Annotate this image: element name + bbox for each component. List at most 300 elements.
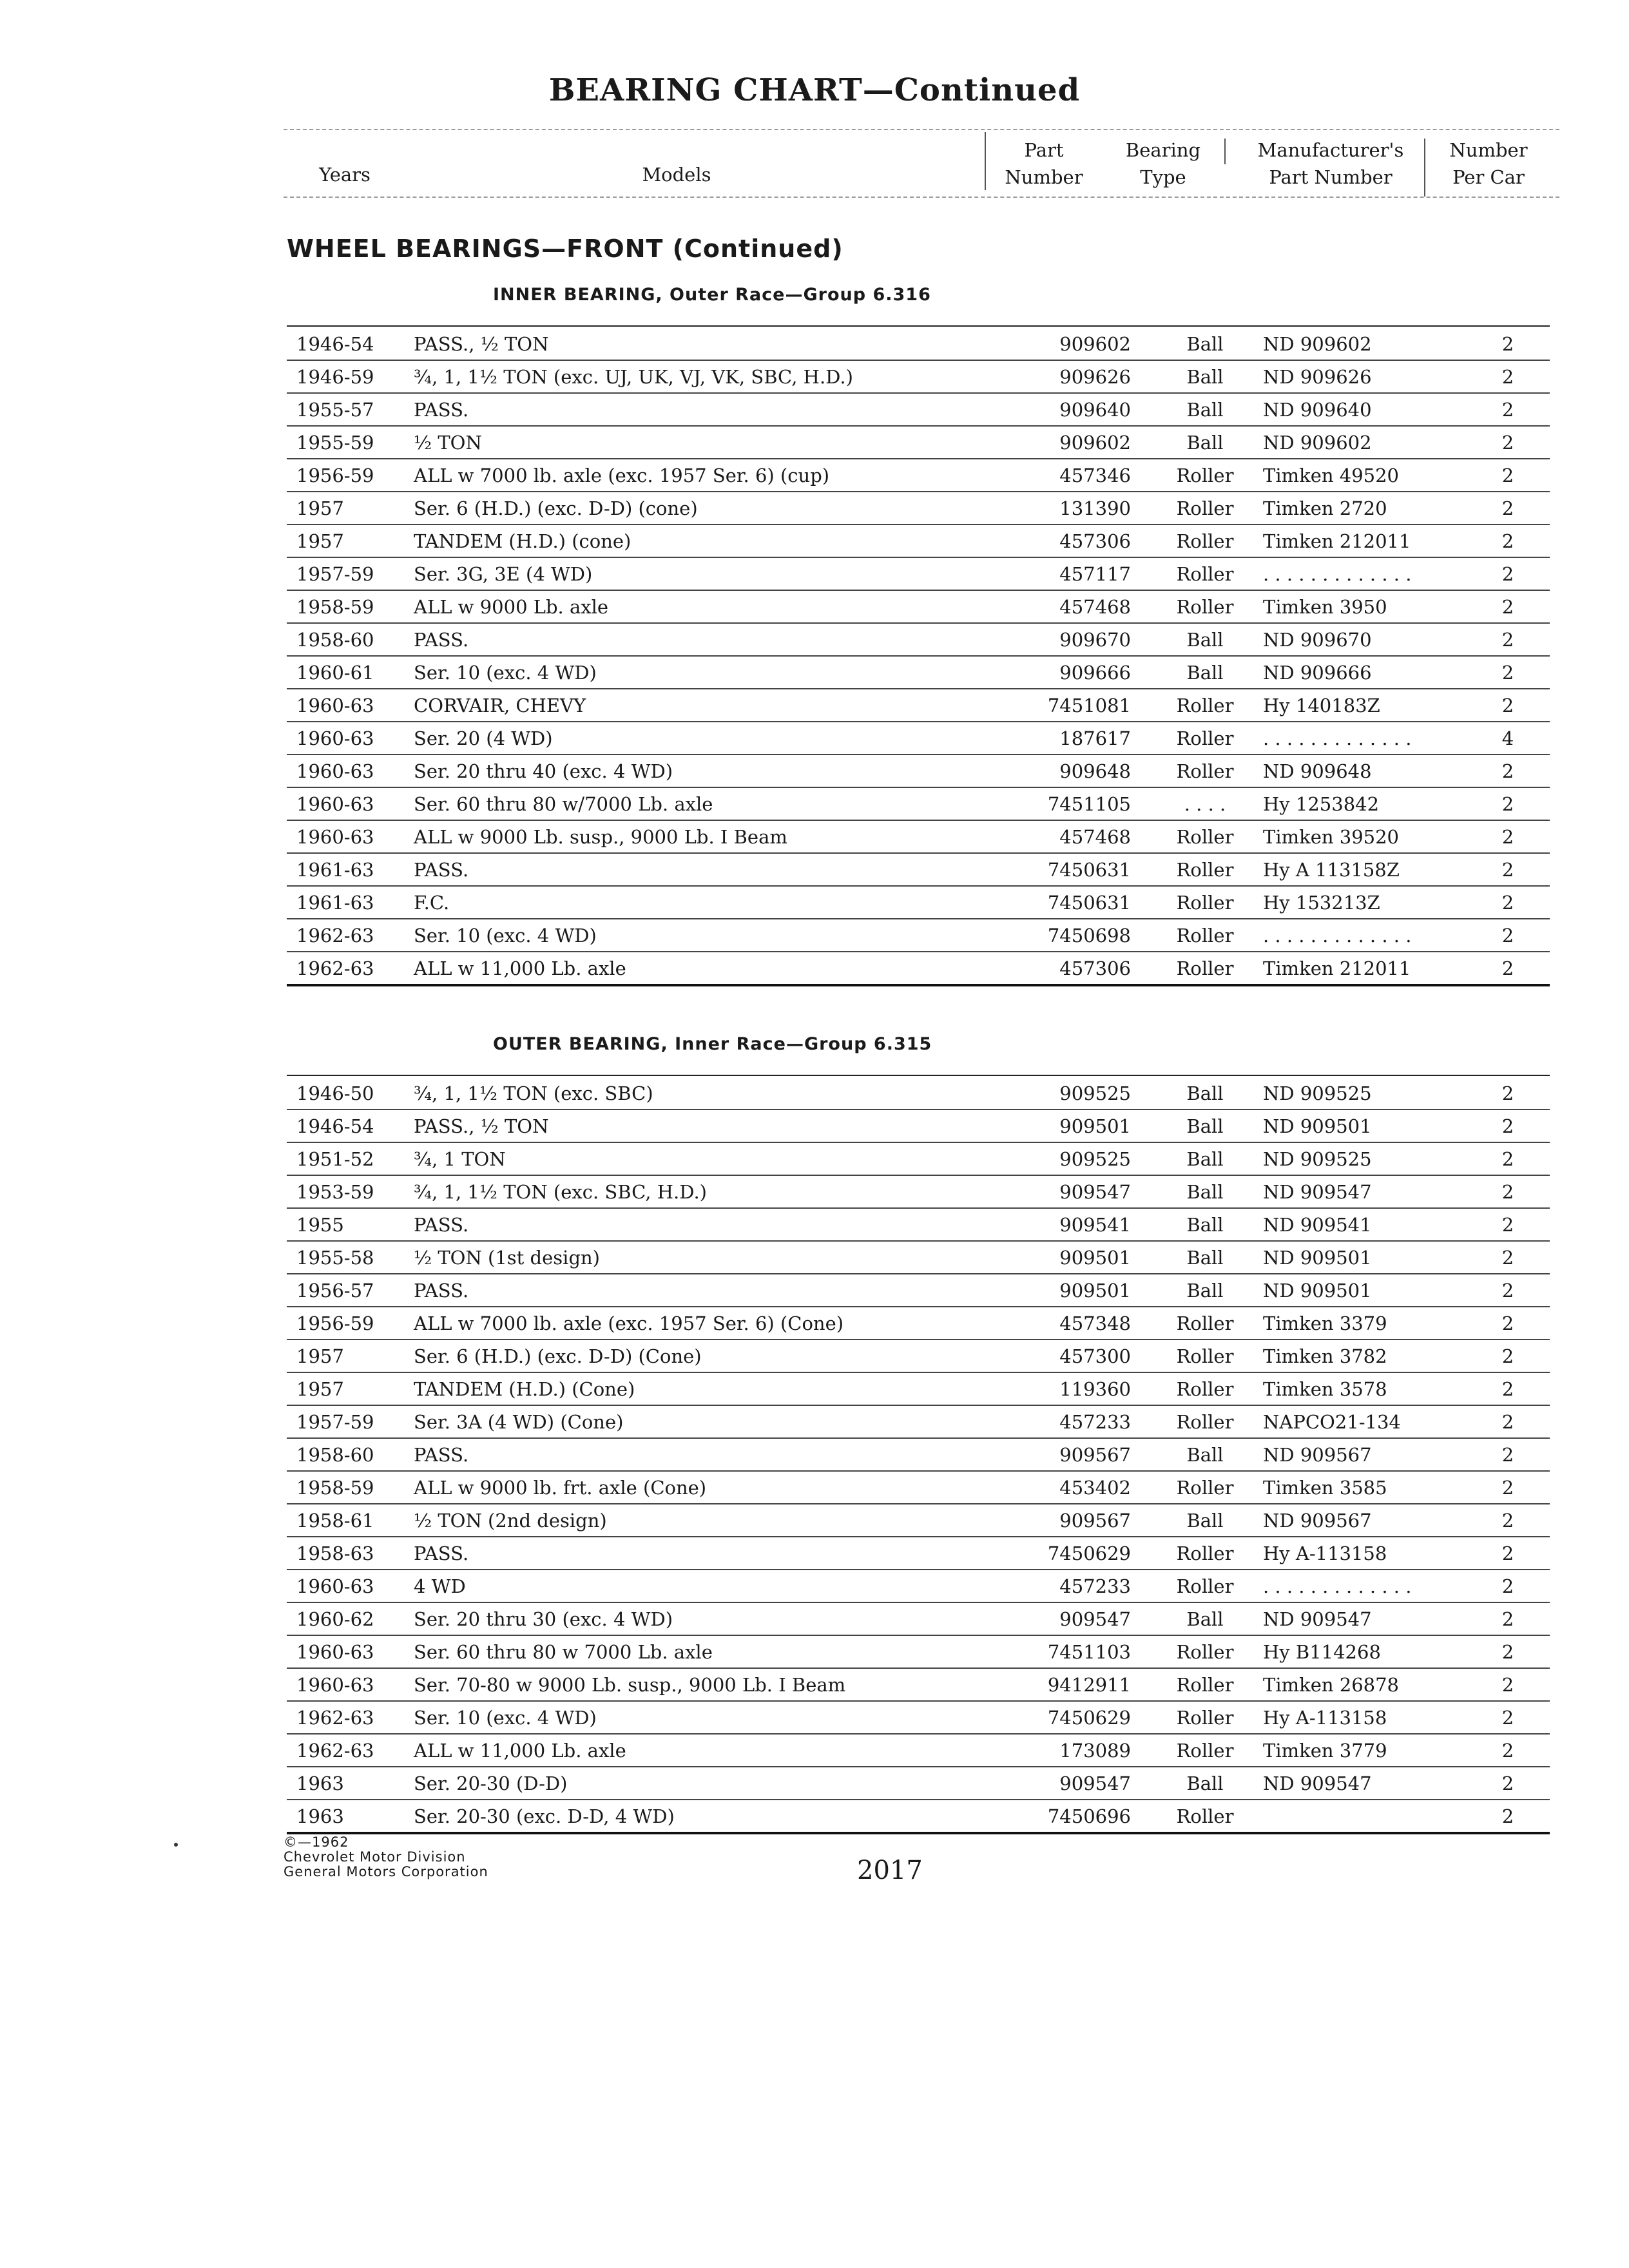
outer-bearing-table bbox=[287, 1075, 1550, 1835]
cell-number-per-car: 2 bbox=[1501, 1247, 1514, 1269]
cell-number-per-car: 2 bbox=[1501, 1148, 1514, 1170]
cell-bearing-type: Roller bbox=[1176, 1707, 1234, 1729]
cell-models: Ser. 20 (4 WD) bbox=[414, 727, 553, 749]
cell-mfr-part-number: Timken 2720 bbox=[1263, 497, 1387, 519]
page-number: 2017 bbox=[857, 1856, 923, 1885]
cell-models: Ser. 10 (exc. 4 WD) bbox=[414, 1707, 597, 1729]
cell-number-per-car: 4 bbox=[1501, 727, 1514, 749]
cell-number-per-car: 2 bbox=[1501, 1542, 1514, 1564]
header-mfr-part-number-line2: Part Number bbox=[1269, 166, 1393, 188]
cell-years: 1963 bbox=[296, 1773, 344, 1794]
cell-bearing-type: Roller bbox=[1176, 596, 1234, 618]
cell-mfr-part-number: Timken 26878 bbox=[1263, 1674, 1400, 1696]
table-row bbox=[287, 951, 1550, 986]
cell-years: 1958-63 bbox=[296, 1542, 374, 1564]
cell-bearing-type: Roller bbox=[1176, 760, 1234, 782]
cell-years: 1961-63 bbox=[296, 892, 374, 914]
table-row bbox=[287, 1109, 1550, 1143]
cell-mfr-part-number: . . . . . . . . . . . . . bbox=[1263, 563, 1412, 585]
cell-part-number: 909547 bbox=[1059, 1181, 1131, 1203]
cell-number-per-car: 2 bbox=[1501, 760, 1514, 782]
cell-part-number: 909670 bbox=[1059, 629, 1131, 651]
cell-number-per-car: 2 bbox=[1501, 1674, 1514, 1696]
header-models: Models bbox=[642, 164, 711, 186]
table-row bbox=[287, 1799, 1550, 1834]
cell-models: PASS. bbox=[414, 399, 469, 421]
table-row bbox=[287, 622, 1550, 657]
cell-part-number: 457233 bbox=[1059, 1411, 1131, 1433]
cell-number-per-car: 2 bbox=[1501, 793, 1514, 815]
footer-division: Chevrolet Motor Division bbox=[284, 1849, 466, 1865]
cell-bearing-type: Roller bbox=[1176, 892, 1234, 914]
cell-models: Ser. 10 (exc. 4 WD) bbox=[414, 662, 597, 684]
cell-models: ALL w 9000 Lb. susp., 9000 Lb. I Beam bbox=[414, 826, 787, 848]
cell-number-per-car: 2 bbox=[1501, 1411, 1514, 1433]
cell-mfr-part-number: Hy A 113158Z bbox=[1263, 859, 1400, 881]
cell-bearing-type: Roller bbox=[1176, 1740, 1234, 1762]
cell-mfr-part-number: ND 909547 bbox=[1263, 1773, 1372, 1794]
cell-number-per-car: 2 bbox=[1501, 1115, 1514, 1137]
table-row bbox=[287, 1142, 1550, 1176]
cell-models: ¾, 1, 1½ TON (exc. SBC, H.D.) bbox=[414, 1181, 707, 1203]
cell-part-number: 909525 bbox=[1059, 1148, 1131, 1170]
cell-models: PASS., ½ TON bbox=[414, 333, 549, 355]
cell-number-per-car: 2 bbox=[1501, 1280, 1514, 1302]
cell-years: 1960-63 bbox=[296, 727, 374, 749]
table-row bbox=[287, 1076, 1550, 1110]
table-row bbox=[287, 721, 1550, 755]
table-row bbox=[287, 524, 1550, 558]
cell-part-number: 909541 bbox=[1059, 1214, 1131, 1236]
cell-number-per-car: 2 bbox=[1501, 1575, 1514, 1597]
section-title: WHEEL BEARINGS—FRONT (Continued) bbox=[287, 235, 843, 263]
cell-part-number: 909547 bbox=[1059, 1773, 1131, 1794]
cell-part-number: 7450698 bbox=[1047, 925, 1131, 947]
cell-bearing-type: Roller bbox=[1176, 727, 1234, 749]
cell-years: 1960-63 bbox=[296, 695, 374, 716]
cell-mfr-part-number: Hy 1253842 bbox=[1263, 793, 1380, 815]
cell-years: 1960-63 bbox=[296, 826, 374, 848]
cell-bearing-type: Roller bbox=[1176, 925, 1234, 947]
cell-part-number: 457468 bbox=[1059, 826, 1131, 848]
header-mfr-part-number-line1: Manufacturer's bbox=[1257, 139, 1404, 161]
header-number-per-car-line2: Per Car bbox=[1452, 166, 1525, 188]
cell-bearing-type: Ball bbox=[1186, 1181, 1224, 1203]
cell-part-number: 7450631 bbox=[1047, 892, 1131, 914]
table-row bbox=[287, 1207, 1550, 1242]
cell-years: 1955-59 bbox=[296, 432, 374, 454]
cell-part-number: 9412911 bbox=[1047, 1674, 1131, 1696]
header-bottom-rule bbox=[284, 197, 1559, 198]
cell-years: 1946-50 bbox=[296, 1082, 374, 1104]
cell-mfr-part-number: Timken 3379 bbox=[1263, 1312, 1387, 1334]
cell-bearing-type: Roller bbox=[1176, 563, 1234, 585]
cell-models: Ser. 20 thru 40 (exc. 4 WD) bbox=[414, 760, 673, 782]
cell-number-per-car: 2 bbox=[1501, 1181, 1514, 1203]
cell-mfr-part-number: ND 909602 bbox=[1263, 432, 1372, 454]
table-row bbox=[287, 392, 1550, 427]
cell-models: TANDEM (H.D.) (cone) bbox=[414, 530, 631, 552]
header-part-number-line1: Part bbox=[1024, 139, 1064, 161]
table-row bbox=[287, 655, 1550, 689]
cell-part-number: 909501 bbox=[1059, 1247, 1131, 1269]
cell-mfr-part-number: Timken 49520 bbox=[1263, 465, 1400, 486]
cell-models: TANDEM (H.D.) (Cone) bbox=[414, 1378, 635, 1400]
cell-years: 1946-54 bbox=[296, 333, 374, 355]
cell-part-number: 457346 bbox=[1059, 465, 1131, 486]
cell-number-per-car: 2 bbox=[1501, 1740, 1514, 1762]
cell-number-per-car: 2 bbox=[1501, 399, 1514, 421]
cell-mfr-part-number: Timken 3950 bbox=[1263, 596, 1387, 618]
cell-number-per-car: 2 bbox=[1501, 1477, 1514, 1499]
header-part-number-line2: Number bbox=[1005, 166, 1083, 188]
cell-part-number: 457468 bbox=[1059, 596, 1131, 618]
cell-years: 1958-60 bbox=[296, 629, 374, 651]
cell-mfr-part-number: ND 909525 bbox=[1263, 1148, 1372, 1170]
cell-bearing-type: Ball bbox=[1186, 432, 1224, 454]
cell-bearing-type: Ball bbox=[1186, 1773, 1224, 1794]
cell-models: PASS. bbox=[414, 1280, 469, 1302]
header-number-per-car-line1: Number bbox=[1449, 139, 1528, 161]
cell-mfr-part-number: Hy A-113158 bbox=[1263, 1707, 1387, 1729]
cell-mfr-part-number: Hy A-113158 bbox=[1263, 1542, 1387, 1564]
inner-bearing-table bbox=[287, 325, 1550, 989]
table-row bbox=[287, 1766, 1550, 1800]
table-row bbox=[287, 557, 1550, 591]
cell-models: ALL w 11,000 Lb. axle bbox=[414, 957, 626, 979]
cell-years: 1960-61 bbox=[296, 662, 374, 684]
cell-part-number: 7451105 bbox=[1047, 793, 1131, 815]
cell-number-per-car: 2 bbox=[1501, 366, 1514, 388]
table-row bbox=[287, 1470, 1550, 1504]
cell-number-per-car: 2 bbox=[1501, 1608, 1514, 1630]
cell-number-per-car: 2 bbox=[1501, 925, 1514, 947]
cell-number-per-car: 2 bbox=[1501, 826, 1514, 848]
print-speck bbox=[174, 1843, 178, 1847]
cell-years: 1955 bbox=[296, 1214, 344, 1236]
cell-mfr-part-number: ND 909670 bbox=[1263, 629, 1372, 651]
cell-number-per-car: 2 bbox=[1501, 892, 1514, 914]
cell-mfr-part-number: Hy B114268 bbox=[1263, 1641, 1381, 1663]
cell-models: PASS. bbox=[414, 859, 469, 881]
cell-mfr-part-number: ND 909602 bbox=[1263, 333, 1372, 355]
table-row bbox=[287, 1602, 1550, 1636]
footer bbox=[284, 1835, 488, 1879]
cell-part-number: 909547 bbox=[1059, 1608, 1131, 1630]
cell-mfr-part-number: Hy 140183Z bbox=[1263, 695, 1380, 716]
cell-mfr-part-number: ND 909567 bbox=[1263, 1444, 1372, 1466]
cell-mfr-part-number: . . . . . . . . . . . . . bbox=[1263, 925, 1412, 947]
cell-years: 1960-63 bbox=[296, 1674, 374, 1696]
cell-models: Ser. 6 (H.D.) (exc. D-D) (cone) bbox=[414, 497, 698, 519]
cell-years: 1957 bbox=[296, 530, 344, 552]
cell-part-number: 909525 bbox=[1059, 1082, 1131, 1104]
cell-bearing-type: Roller bbox=[1176, 1312, 1234, 1334]
cell-mfr-part-number: ND 909648 bbox=[1263, 760, 1372, 782]
cell-years: 1956-57 bbox=[296, 1280, 374, 1302]
cell-years: 1961-63 bbox=[296, 859, 374, 881]
cell-number-per-car: 2 bbox=[1501, 1805, 1514, 1827]
cell-mfr-part-number: ND 909567 bbox=[1263, 1510, 1372, 1532]
cell-bearing-type: Roller bbox=[1176, 957, 1234, 979]
cell-years: 1960-63 bbox=[296, 1575, 374, 1597]
cell-years: 1960-63 bbox=[296, 1641, 374, 1663]
cell-years: 1957 bbox=[296, 497, 344, 519]
cell-mfr-part-number: ND 909541 bbox=[1263, 1214, 1372, 1236]
cell-mfr-part-number: Timken 39520 bbox=[1263, 826, 1400, 848]
cell-mfr-part-number: ND 909501 bbox=[1263, 1115, 1372, 1137]
cell-models: Ser. 20-30 (exc. D-D, 4 WD) bbox=[414, 1805, 675, 1827]
table-row bbox=[287, 885, 1550, 919]
cell-number-per-car: 2 bbox=[1501, 695, 1514, 716]
cell-bearing-type: Ball bbox=[1186, 1510, 1224, 1532]
cell-part-number: 131390 bbox=[1059, 497, 1131, 519]
page-title: BEARING CHART—Continued bbox=[548, 72, 1081, 108]
cell-part-number: 173089 bbox=[1059, 1740, 1131, 1762]
cell-models: ½ TON bbox=[414, 432, 482, 454]
cell-years: 1962-63 bbox=[296, 925, 374, 947]
cell-years: 1958-61 bbox=[296, 1510, 374, 1532]
table-row bbox=[287, 1437, 1550, 1472]
cell-number-per-car: 2 bbox=[1501, 333, 1514, 355]
cell-years: 1953-59 bbox=[296, 1181, 374, 1203]
cell-number-per-car: 2 bbox=[1501, 530, 1514, 552]
cell-part-number: 7450629 bbox=[1047, 1542, 1131, 1564]
cell-bearing-type: Roller bbox=[1176, 1674, 1234, 1696]
cell-part-number: 119360 bbox=[1059, 1378, 1131, 1400]
header-separator bbox=[985, 132, 986, 190]
header-number-per-car bbox=[1431, 137, 1547, 191]
cell-part-number: 457306 bbox=[1059, 957, 1131, 979]
cell-models: Ser. 10 (exc. 4 WD) bbox=[414, 925, 597, 947]
cell-number-per-car: 2 bbox=[1501, 662, 1514, 684]
cell-bearing-type: Roller bbox=[1176, 1411, 1234, 1433]
cell-bearing-type: Ball bbox=[1186, 629, 1224, 651]
cell-mfr-part-number: Timken 3578 bbox=[1263, 1378, 1387, 1400]
header-bearing-type bbox=[1115, 137, 1211, 191]
cell-years: 1955-57 bbox=[296, 399, 374, 421]
cell-bearing-type: Ball bbox=[1186, 1115, 1224, 1137]
cell-years: 1957-59 bbox=[296, 1411, 374, 1433]
cell-number-per-car: 2 bbox=[1501, 563, 1514, 585]
cell-models: ALL w 7000 lb. axle (exc. 1957 Ser. 6) (Cone) bbox=[414, 1312, 844, 1334]
cell-years: 1951-52 bbox=[296, 1148, 374, 1170]
cell-models: PASS. bbox=[414, 629, 469, 651]
cell-mfr-part-number: Timken 3782 bbox=[1263, 1345, 1387, 1367]
table-row bbox=[287, 820, 1550, 854]
cell-bearing-type: Roller bbox=[1176, 1378, 1234, 1400]
cell-mfr-part-number: . . . . . . . . . . . . . bbox=[1263, 1575, 1412, 1597]
table-row bbox=[287, 491, 1550, 525]
cell-bearing-type: Roller bbox=[1176, 530, 1234, 552]
cell-part-number: 7450631 bbox=[1047, 859, 1131, 881]
cell-mfr-part-number: NAPCO21-134 bbox=[1263, 1411, 1401, 1433]
header-bearing-type-line1: Bearing bbox=[1125, 139, 1201, 161]
cell-part-number: 457233 bbox=[1059, 1575, 1131, 1597]
cell-part-number: 909626 bbox=[1059, 366, 1131, 388]
cell-years: 1957 bbox=[296, 1378, 344, 1400]
cell-number-per-car: 2 bbox=[1501, 432, 1514, 454]
cell-mfr-part-number: ND 909666 bbox=[1263, 662, 1372, 684]
cell-bearing-type: Roller bbox=[1176, 1641, 1234, 1663]
cell-number-per-car: 2 bbox=[1501, 957, 1514, 979]
cell-mfr-part-number: Timken 3585 bbox=[1263, 1477, 1387, 1499]
cell-part-number: 909640 bbox=[1059, 399, 1131, 421]
cell-number-per-car: 2 bbox=[1501, 1082, 1514, 1104]
table-row bbox=[287, 360, 1550, 394]
header-part-number bbox=[996, 137, 1092, 191]
cell-models: Ser. 3G, 3E (4 WD) bbox=[414, 563, 593, 585]
cell-years: 1956-59 bbox=[296, 1312, 374, 1334]
cell-part-number: 909567 bbox=[1059, 1444, 1131, 1466]
cell-number-per-car: 2 bbox=[1501, 1378, 1514, 1400]
cell-part-number: 457348 bbox=[1059, 1312, 1131, 1334]
cell-years: 1946-59 bbox=[296, 366, 374, 388]
cell-models: PASS. bbox=[414, 1444, 469, 1466]
table-row bbox=[287, 787, 1550, 821]
table-row bbox=[287, 754, 1550, 788]
cell-bearing-type: Ball bbox=[1186, 1148, 1224, 1170]
cell-years: 1958-60 bbox=[296, 1444, 374, 1466]
cell-models: ALL w 7000 lb. axle (exc. 1957 Ser. 6) (cup) bbox=[414, 465, 830, 486]
cell-part-number: 909501 bbox=[1059, 1115, 1131, 1137]
cell-models: PASS. bbox=[414, 1214, 469, 1236]
cell-models: PASS., ½ TON bbox=[414, 1115, 549, 1137]
cell-years: 1955-58 bbox=[296, 1247, 374, 1269]
cell-part-number: 909666 bbox=[1059, 662, 1131, 684]
header-mfr-part-number bbox=[1234, 137, 1427, 191]
cell-part-number: 7450696 bbox=[1047, 1805, 1131, 1827]
table-row bbox=[287, 1339, 1550, 1373]
cell-models: F.C. bbox=[414, 892, 450, 914]
inner-group-title: INNER BEARING, Outer Race—Group 6.316 bbox=[493, 285, 931, 305]
table-row bbox=[287, 1372, 1550, 1406]
cell-bearing-type: Roller bbox=[1176, 1575, 1234, 1597]
table-row bbox=[287, 1405, 1550, 1439]
table-row bbox=[287, 458, 1550, 492]
cell-years: 1957 bbox=[296, 1345, 344, 1367]
footer-copyright: ©—1962 bbox=[284, 1834, 349, 1850]
cell-bearing-type: Roller bbox=[1176, 695, 1234, 716]
table-row bbox=[287, 1667, 1550, 1702]
cell-bearing-type: Ball bbox=[1186, 399, 1224, 421]
header-bearing-type-line2: Type bbox=[1140, 166, 1186, 188]
cell-years: 1962-63 bbox=[296, 957, 374, 979]
cell-number-per-car: 2 bbox=[1501, 629, 1514, 651]
table-row bbox=[287, 1733, 1550, 1767]
cell-models: ¾, 1, 1½ TON (exc. UJ, UK, VJ, VK, SBC, H.D.) bbox=[414, 366, 853, 388]
cell-mfr-part-number: Timken 212011 bbox=[1263, 530, 1411, 552]
cell-years: 1960-63 bbox=[296, 793, 374, 815]
table-row bbox=[287, 1175, 1550, 1209]
cell-bearing-type: Roller bbox=[1176, 1805, 1234, 1827]
cell-mfr-part-number: . . . . . . . . . . . . . bbox=[1263, 727, 1412, 749]
cell-years: 1946-54 bbox=[296, 1115, 374, 1137]
cell-part-number: 187617 bbox=[1059, 727, 1131, 749]
table-row bbox=[287, 1635, 1550, 1669]
table-row bbox=[287, 1569, 1550, 1603]
cell-models: ½ TON (2nd design) bbox=[414, 1510, 607, 1532]
header-separator bbox=[1424, 139, 1425, 197]
cell-bearing-type: Ball bbox=[1186, 1608, 1224, 1630]
cell-years: 1962-63 bbox=[296, 1740, 374, 1762]
cell-bearing-type: Ball bbox=[1186, 1444, 1224, 1466]
cell-part-number: 7450629 bbox=[1047, 1707, 1131, 1729]
cell-mfr-part-number: Timken 212011 bbox=[1263, 957, 1411, 979]
table-row bbox=[287, 918, 1550, 952]
cell-number-per-car: 2 bbox=[1501, 859, 1514, 881]
cell-bearing-type: Ball bbox=[1186, 1082, 1224, 1104]
table-row bbox=[287, 1536, 1550, 1570]
cell-models: ALL w 9000 Lb. axle bbox=[414, 596, 609, 618]
cell-bearing-type: Roller bbox=[1176, 859, 1234, 881]
cell-mfr-part-number: ND 909547 bbox=[1263, 1181, 1372, 1203]
cell-models: ½ TON (1st design) bbox=[414, 1247, 600, 1269]
cell-models: Ser. 3A (4 WD) (Cone) bbox=[414, 1411, 624, 1433]
table-row bbox=[287, 1503, 1550, 1537]
cell-part-number: 453402 bbox=[1059, 1477, 1131, 1499]
cell-bearing-type: Roller bbox=[1176, 497, 1234, 519]
cell-part-number: 457300 bbox=[1059, 1345, 1131, 1367]
cell-models: ALL w 9000 lb. frt. axle (Cone) bbox=[414, 1477, 707, 1499]
table-row bbox=[287, 425, 1550, 459]
cell-bearing-type: Roller bbox=[1176, 1477, 1234, 1499]
table-row bbox=[287, 688, 1550, 722]
cell-models: Ser. 20-30 (D-D) bbox=[414, 1773, 568, 1794]
cell-models: CORVAIR, CHEVY bbox=[414, 695, 586, 716]
cell-years: 1957-59 bbox=[296, 563, 374, 585]
cell-models: Ser. 70-80 w 9000 Lb. susp., 9000 Lb. I Beam bbox=[414, 1674, 846, 1696]
table-row bbox=[287, 327, 1550, 361]
cell-years: 1956-59 bbox=[296, 465, 374, 486]
cell-bearing-type: Ball bbox=[1186, 1247, 1224, 1269]
cell-bearing-type: Ball bbox=[1186, 662, 1224, 684]
cell-mfr-part-number: ND 909525 bbox=[1263, 1082, 1372, 1104]
cell-mfr-part-number: ND 909547 bbox=[1263, 1608, 1372, 1630]
table-row bbox=[287, 852, 1550, 887]
table-row bbox=[287, 1306, 1550, 1340]
cell-bearing-type: Roller bbox=[1176, 465, 1234, 486]
cell-models: ¾, 1, 1½ TON (exc. SBC) bbox=[414, 1082, 653, 1104]
cell-bearing-type: Roller bbox=[1176, 826, 1234, 848]
cell-mfr-part-number: ND 909501 bbox=[1263, 1280, 1372, 1302]
cell-part-number: 909602 bbox=[1059, 333, 1131, 355]
cell-years: 1960-62 bbox=[296, 1608, 374, 1630]
cell-mfr-part-number: ND 909501 bbox=[1263, 1247, 1372, 1269]
cell-number-per-car: 2 bbox=[1501, 1510, 1514, 1532]
cell-number-per-car: 2 bbox=[1501, 1641, 1514, 1663]
cell-years: 1958-59 bbox=[296, 596, 374, 618]
cell-bearing-type: Ball bbox=[1186, 333, 1224, 355]
cell-part-number: 909602 bbox=[1059, 432, 1131, 454]
cell-mfr-part-number: Hy 153213Z bbox=[1263, 892, 1380, 914]
header-years: Years bbox=[319, 164, 371, 186]
cell-bearing-type: Roller bbox=[1176, 1345, 1234, 1367]
cell-number-per-car: 2 bbox=[1501, 596, 1514, 618]
cell-models: 4 WD bbox=[414, 1575, 466, 1597]
cell-models: Ser. 60 thru 80 w/7000 Lb. axle bbox=[414, 793, 713, 815]
table-row bbox=[287, 590, 1550, 624]
footer-corporation: General Motors Corporation bbox=[284, 1864, 488, 1879]
cell-bearing-type: Ball bbox=[1186, 366, 1224, 388]
cell-number-per-car: 2 bbox=[1501, 1773, 1514, 1794]
table-row bbox=[287, 1273, 1550, 1307]
cell-part-number: 909567 bbox=[1059, 1510, 1131, 1532]
cell-bearing-type: Ball bbox=[1186, 1280, 1224, 1302]
cell-number-per-car: 2 bbox=[1501, 1214, 1514, 1236]
header-top-rule bbox=[284, 129, 1559, 130]
cell-part-number: 909648 bbox=[1059, 760, 1131, 782]
